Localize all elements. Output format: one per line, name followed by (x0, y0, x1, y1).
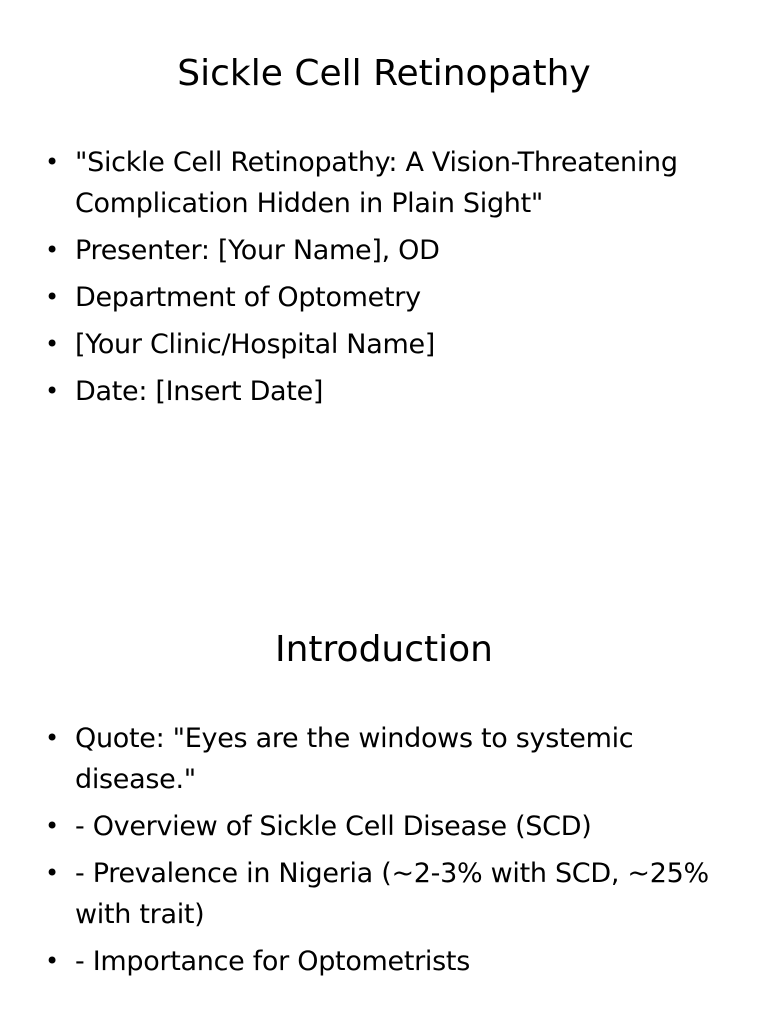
list-item (45, 142, 735, 224)
bullet-text: - Prevalence in Nigeria (~2-3% with SCD, ~25% with trait) (75, 858, 709, 930)
slide-2 (0, 576, 768, 1024)
bullet-icon: • (45, 947, 59, 975)
bullet-icon: • (45, 148, 59, 176)
bullet-icon: • (45, 330, 59, 358)
bullet-icon: • (45, 283, 59, 311)
bullet-text: - Overview of Sickle Cell Disease (SCD) (75, 811, 592, 842)
bullet-text: Presenter: [Your Name], OD (75, 235, 440, 266)
bullet-icon: • (45, 377, 59, 405)
bullet-text: Department of Optometry (75, 282, 421, 313)
bullet-icon: • (45, 812, 59, 840)
bullet-list (45, 718, 735, 988)
bullet-icon: • (45, 724, 59, 752)
slide-title: Introduction (274, 629, 493, 670)
list-item (45, 941, 735, 982)
bullet-text: "Sickle Cell Retinopathy: A Vision-Threatening Complication Hidden in Plain Sight" (75, 147, 678, 219)
list-item (45, 853, 735, 935)
bullet-text: Date: [Insert Date] (75, 376, 324, 407)
bullet-icon: • (45, 236, 59, 264)
slide-title: Sickle Cell Retinopathy (177, 53, 591, 94)
list-item (45, 806, 735, 847)
list-item (45, 277, 735, 318)
bullet-text: [Your Clinic/Hospital Name] (75, 329, 435, 360)
bullet-text: - Importance for Optometrists (75, 946, 470, 977)
bullet-icon: • (45, 859, 59, 887)
bullet-list (45, 142, 735, 418)
list-item (45, 324, 735, 365)
list-item (45, 371, 735, 412)
bullet-text: Quote: "Eyes are the windows to systemic disease." (75, 723, 634, 795)
list-item (45, 718, 735, 800)
list-item (45, 230, 735, 271)
